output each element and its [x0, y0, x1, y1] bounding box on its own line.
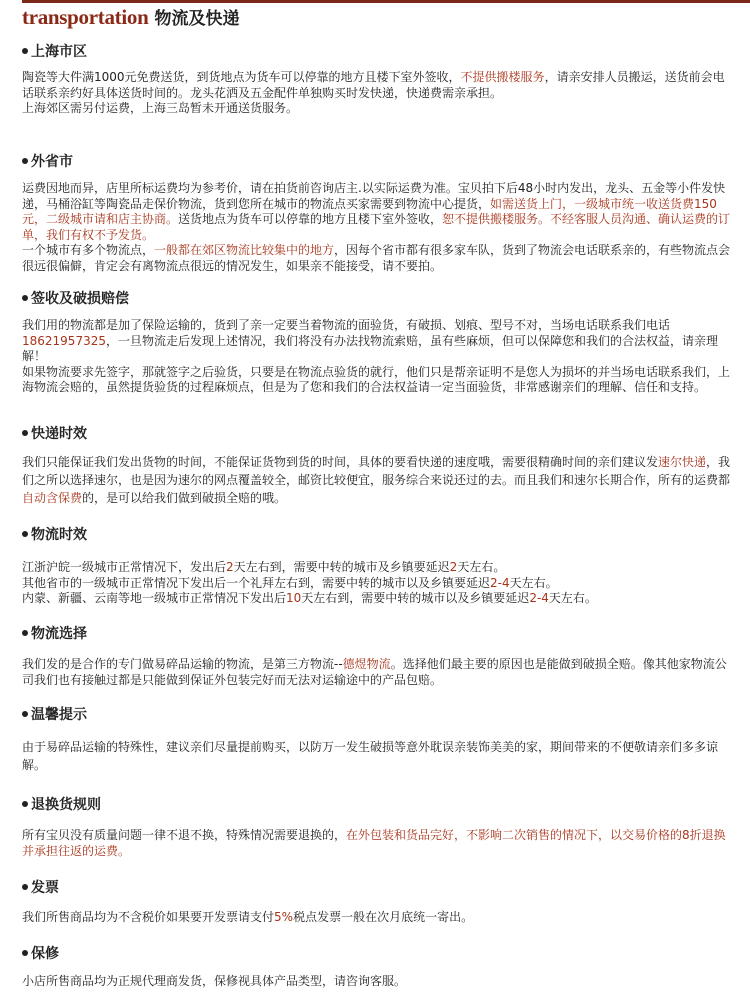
bullet-icon [22, 295, 28, 301]
body-text: 的，是可以给我们做到破损全赔的哦。 [82, 491, 287, 505]
body-text: ，因每个省市都有很多家车队，货到了物流会电话联系亲的，有些物流点会很远很偏僻，肯定会有离物流点很远的情况发生，如果亲不能接受，请不要拍。 [22, 243, 731, 273]
bullet-icon [22, 531, 28, 537]
bullet-icon [22, 48, 28, 54]
bullet-icon [22, 158, 28, 164]
bullet-icon [22, 801, 28, 807]
section-body-logistics-choice [22, 657, 734, 688]
paragraph-line [22, 101, 734, 117]
section-body-return-rules [22, 828, 734, 859]
paragraph-line [22, 974, 734, 990]
body-text: 江浙沪皖一级城市正常情况下，发出后 [22, 560, 227, 574]
highlight-text: 2 [449, 560, 458, 574]
highlight-text: 不提供搬楼服务 [460, 70, 545, 84]
body-text: 上海郊区需另付运费，上海三岛暂未开通送货服务。 [22, 101, 299, 115]
bullet-icon [22, 950, 28, 956]
body-text: 运费因地而异，店里所标运费均为参考价，请在拍货前咨询店主.以实际运费为准。宝贝拍下后48小时内发出，龙头、五金等小件发快递，马桶浴缸等陶瓷品走保价物流，货到您所在城市的物流点买家需要到物流中心提货， [22, 181, 726, 211]
body-text: 天左右。 [548, 591, 597, 605]
section-body-invoice [22, 910, 734, 926]
highlight-text: 2 [226, 560, 234, 574]
section-title-shanghai: 上海市区 [22, 41, 87, 61]
body-text: 我们用的物流都是加了保险运输的，货到了亲一定要当着物流的面验货，有破损、划痕、型号不对，当场电话联系我们电话 [22, 318, 671, 332]
paragraph-line [22, 70, 734, 101]
highlight-text: 自动含保费 [22, 491, 83, 505]
bullet-icon [22, 711, 28, 717]
highlight-text: 恕不提供搬楼服务。不经客服人员沟通、确认运费的订单，我们有权不予发货。 [22, 212, 731, 242]
section-title-damage-compensation: 签收及破损赔偿 [22, 288, 129, 308]
section-body-warranty [22, 974, 734, 990]
section-body-damage-compensation [22, 318, 734, 396]
bullet-icon [22, 630, 28, 636]
paragraph-line [22, 318, 734, 365]
body-text: 税点发票一般在次月底统一寄出。 [293, 910, 474, 924]
highlight-text: 10 [286, 591, 302, 605]
page-header [22, 4, 239, 30]
bullet-icon [22, 430, 28, 436]
highlight-text: 5% [274, 910, 294, 924]
body-text: 我们发的是合作的专门做易碎品运输的物流，是第三方物流-- [22, 657, 343, 671]
highlight-text: 在外包装和货品完好，不影响二次销售的情况下，以交易价格的8折退换并承担往返的运费。 [22, 828, 726, 858]
header-rule [22, 0, 750, 3]
body-text: 天左右。 [509, 575, 558, 590]
body-text: ，我们之所以选择速尔，也是因为速尔的网点覆盖较全，邮资比较便宜，服务综合来说还过的去。而且我们和速尔长期合作，所有的运费都 [22, 455, 731, 487]
body-text: 其他省市的一级城市正常情况下发出后一个礼拜左右到，需要中转的城市以及乡镇要延迟 [22, 575, 491, 590]
section-body-kind-reminder [22, 738, 734, 774]
paragraph-line [22, 738, 734, 774]
section-body-express-timing [22, 453, 734, 507]
page-title: 物流及快递 [154, 9, 240, 29]
section-title-kind-reminder: 温馨提示 [22, 704, 87, 724]
body-text: 所有宝贝没有质量问题一律不退不换，特殊情况需要退换的， [22, 828, 347, 842]
paragraph-line [22, 560, 734, 576]
paragraph-line [22, 243, 734, 274]
body-text: 一个城市有多个物流点， [22, 243, 155, 257]
paragraph-line [22, 828, 734, 859]
highlight-text: 一般都在郊区物流比较集中的地方 [154, 243, 335, 257]
highlight-text: 2-4 [529, 591, 549, 605]
body-text: 小店所售商品均为正规代理商发货，保修视具体产品类型，请咨询客服。 [22, 974, 407, 988]
section-title-express-timing: 快递时效 [22, 423, 87, 443]
section-title-logistics-timing: 物流时效 [22, 524, 87, 544]
body-text: 陶瓷等大件满1000元免费送货，到货地点为货车可以停靠的地方且楼下室外签收， [22, 70, 461, 84]
section-body-shanghai [22, 70, 734, 117]
highlight-text: 德煜物流 [342, 657, 391, 671]
body-text: 我们只能保证我们发出货物的时间，不能保证货物到货的时间，具体的要看快递的速度哦，需要很精确时间的亲们建议发 [22, 455, 659, 469]
paragraph-line [22, 181, 734, 243]
paragraph-line [22, 453, 734, 507]
paragraph-line [22, 576, 734, 592]
section-title-other-provinces: 外省市 [22, 151, 73, 171]
body-text: 天左右。 [457, 560, 506, 574]
body-text: 如果物流要求先签字，那就签字之后验货，只要是在物流点验货的就行，他们只是帮亲证明不是您人为损坏的并当场电话联系我们，上海物流会赔的，虽然提货验货的过程麻烦点，但是为了您和我们的合法权益请一定当面验货，非常感谢亲们的理解、信任和支持。 [22, 364, 731, 394]
section-title-logistics-choice: 物流选择 [22, 623, 87, 643]
body-text: 天左右到，需要中转的城市及乡镇要延迟 [233, 560, 450, 574]
section-body-other-provinces [22, 181, 734, 274]
body-text: ，一旦物流走后发现上述情况，我们将没有办法找物流索赔，虽有些麻烦，但可以保障您和我们的合法权益，请亲理解！ [22, 333, 718, 363]
paragraph-line [22, 910, 734, 926]
body-text: 内蒙、新疆、云南等地一级城市正常情况下发出后 [22, 591, 287, 605]
paragraph-line [22, 657, 734, 688]
brand-title: transportation [22, 5, 149, 29]
section-body-logistics-timing [22, 560, 734, 607]
body-text: ，请亲安排人员搬运，送货前会电话联系亲约好具体送货时间的。龙头花洒及五金配件单独购买时发快递，快递费需亲承担。 [22, 70, 725, 100]
highlight-text: 2-4 [490, 575, 510, 590]
bullet-icon [22, 884, 28, 890]
body-text: 送货地点为货车可以停靠的地方且楼下室外签收， [178, 212, 443, 226]
section-title-invoice: 发票 [22, 877, 59, 897]
section-title-warranty: 保修 [22, 943, 59, 963]
paragraph-line [22, 365, 734, 396]
body-text: 天左右到，需要中转的城市以及乡镇要延迟 [301, 591, 530, 605]
body-text: 。选择他们最主要的原因也是能做到破损全赔。像其他家物流公司我们也有接触过都是只能做到保证外包装完好而无法对运输途中的产品包赔。 [22, 657, 727, 687]
paragraph-line [22, 591, 734, 607]
highlight-text: 18621957325 [22, 333, 106, 348]
section-title-return-rules: 退换货规则 [22, 794, 101, 814]
highlight-text: 速尔快递 [658, 455, 707, 469]
highlight-text: 如需送货上门，一级城市统一收送货费150元，二级城市请和店主协商。 [22, 196, 717, 226]
body-text: 由于易碎品运输的特殊性，建议亲们尽量提前购买，以防万一发生破损等意外耽误亲装饰美美的家，期间带来的不便敬请亲们多多谅解。 [22, 740, 719, 772]
body-text: 我们所售商品均为不含税价如果要开发票请支付 [22, 910, 275, 924]
